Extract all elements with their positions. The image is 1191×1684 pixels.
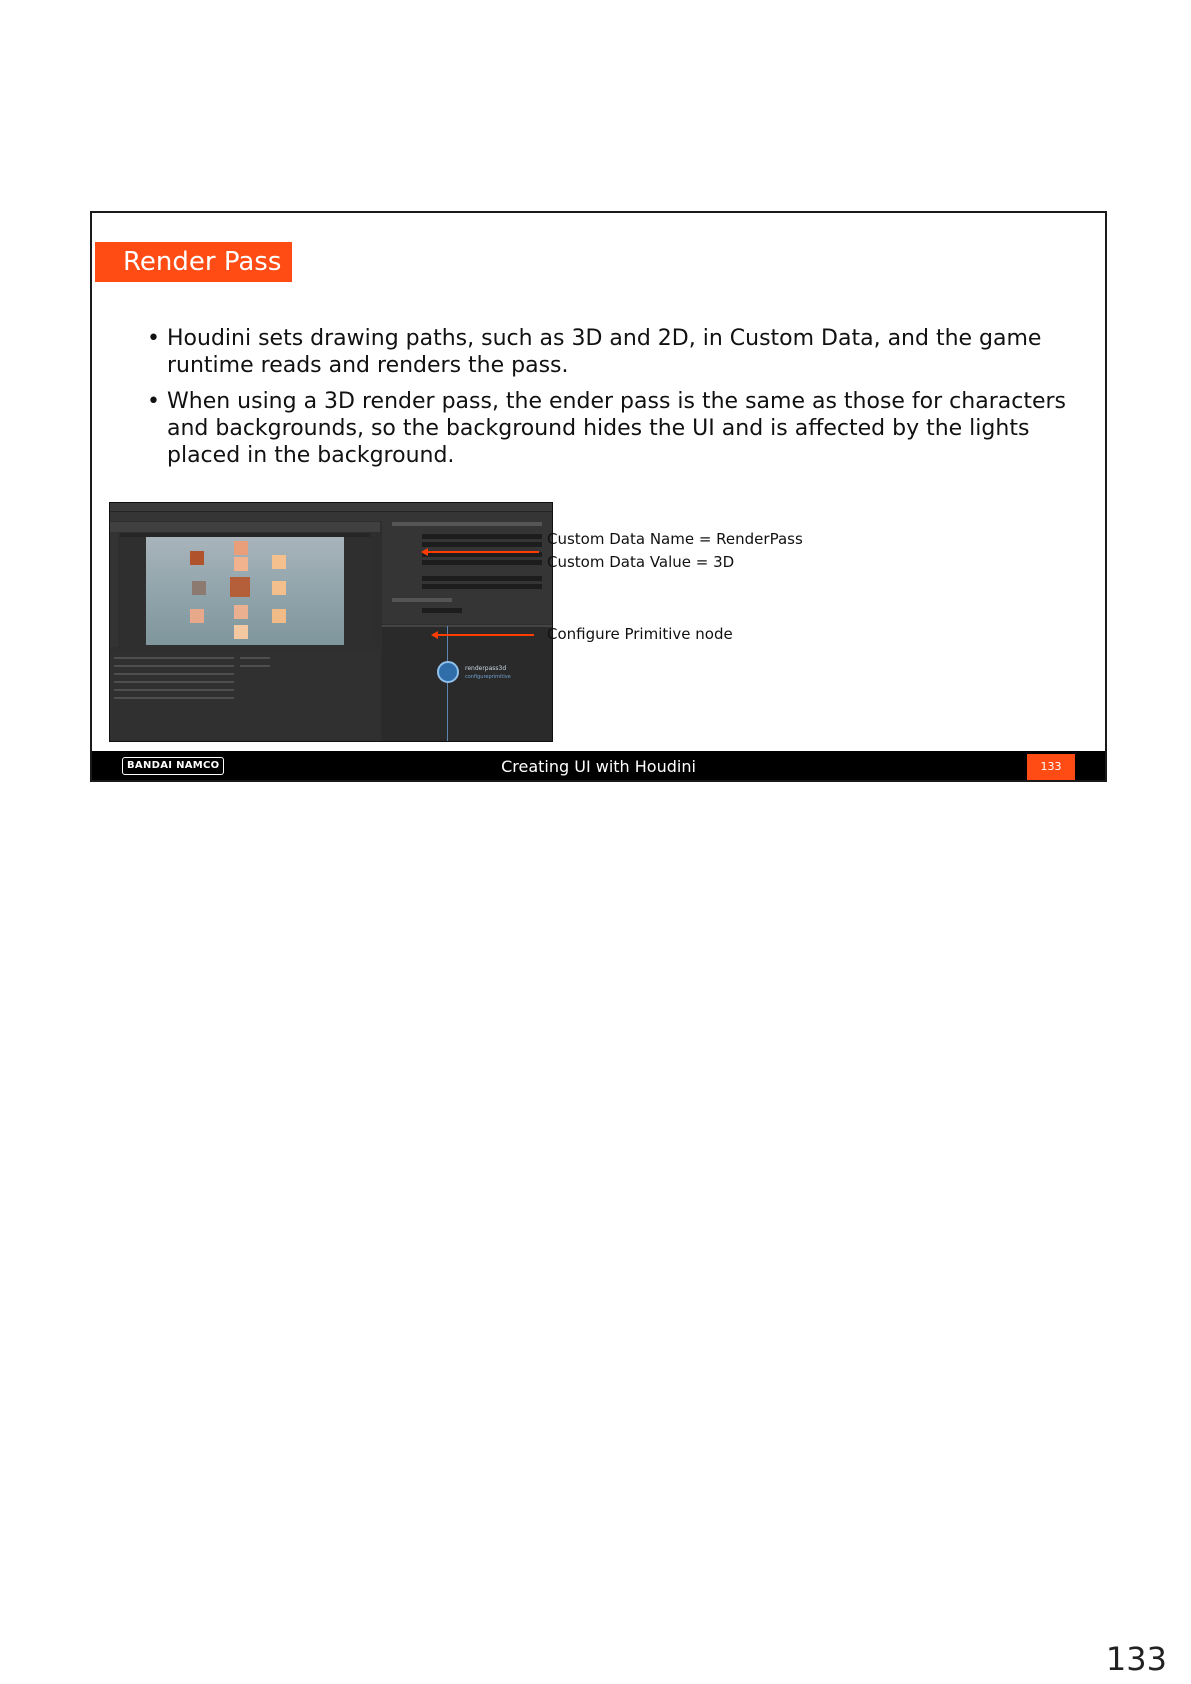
node-wire [447,626,448,662]
ui-cube [190,609,204,623]
bullet-item [147,325,1087,379]
ui-cube [272,609,286,623]
bullet-list [147,325,1087,478]
bandai-namco-logo: BANDAI NAMCO [122,757,224,775]
page-number: 133 [1105,1640,1167,1678]
bullet-text: Houdini sets drawing paths, such as 3D and 2D, in Custom Data, and the game runtime reads and renders the pass. [167,326,1042,378]
spreadsheet-panel [110,649,380,742]
sheet-row [240,665,270,667]
bullet-dot-icon: • [147,326,160,351]
param-field [422,542,542,547]
bullet-text: When using a 3D render pass, the ender pass is the same as those for characters and backgrounds, so the background hides the UI and is affected by the lights placed in the background. [167,389,1066,468]
viewport-toolbar [110,522,380,532]
callout-arrow [427,551,539,553]
callout-custom-data-value: Custom Data Value = 3D [547,553,735,571]
network-view [382,625,553,742]
ui-cube [234,625,248,639]
param-field [422,608,462,613]
param-row [392,598,452,602]
node-label: renderpass3d [465,665,507,672]
slide [90,211,1107,782]
param-field [422,534,542,539]
param-field [422,560,542,565]
ui-cube [272,581,286,595]
custom-data-name-field [422,576,542,581]
ui-cube [234,557,248,571]
callout-custom-data-name: Custom Data Name = RenderPass [547,530,803,548]
sheet-row [114,689,234,691]
ui-cube [230,577,250,597]
ui-cube [234,541,248,555]
footer-title: Creating UI with Houdini [501,757,696,776]
viewport-scene [146,537,344,645]
parameter-panel [382,512,553,624]
menu-bar [110,503,552,512]
sheet-row [240,657,270,659]
sheet-row [114,697,234,699]
sheet-row [114,681,234,683]
param-row [392,522,542,526]
viewport [120,533,370,647]
sheet-row [114,673,234,675]
slide-footer [92,751,1105,782]
ui-cube [234,605,248,619]
callout-configure-primitive: Configure Primitive node [547,625,733,643]
callout-arrow [437,634,534,636]
bullet-item [147,388,1087,469]
node-type-label: configureprimitive [465,674,511,680]
slide-title: Render Pass [95,242,292,282]
bullet-dot-icon: • [147,389,160,414]
ui-cube [192,581,206,595]
sheet-row [114,657,234,659]
ui-cube [272,555,286,569]
configure-primitive-node-icon[interactable] [437,661,459,683]
slide-number-badge: 133 [1027,754,1075,780]
sheet-row [114,665,234,667]
custom-data-value-field [422,584,542,589]
tool-shelf [110,532,118,647]
ui-cube [190,551,204,565]
houdini-screenshot [109,502,553,742]
node-wire [447,683,448,741]
